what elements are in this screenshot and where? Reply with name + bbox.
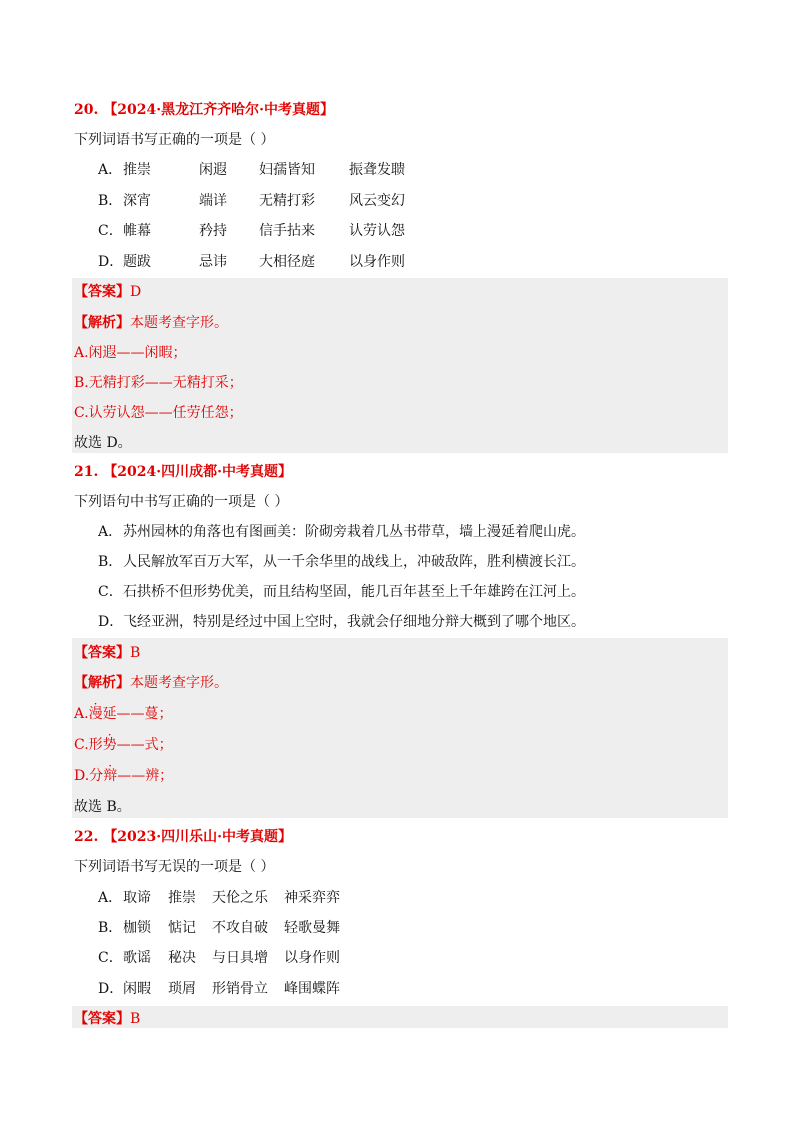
q21-analysis-line: C.形势——式；	[74, 737, 173, 753]
q20-number: 20.	[74, 102, 99, 118]
q20-answer: 【答案】D	[74, 284, 142, 300]
q20-answer-block	[72, 278, 728, 453]
q20-analysis-line: B.无精打彩——无精打采；	[74, 375, 243, 391]
q20-source: 【2024·黑龙江齐齐哈尔·中考真题】	[103, 102, 334, 118]
q21-analysis-line: D.分辩——辨；	[74, 768, 174, 784]
q20-analysis: 【解析】本题考查字形。	[74, 315, 228, 331]
q21-source: 【2024·四川成都·中考真题】	[103, 464, 292, 480]
q20-header	[74, 100, 334, 120]
q22-source: 【2023·四川乐山·中考真题】	[103, 829, 292, 845]
q21-header	[74, 462, 292, 482]
q20-analysis-line: A.闲遐——闲暇；	[74, 345, 187, 361]
q21-analysis: 【解析】本题考查字形。	[74, 675, 228, 691]
q22-header	[74, 827, 292, 847]
q21-analysis-line: A.漫延——蔓；	[74, 706, 173, 722]
q22-answer-block	[72, 1006, 728, 1028]
q22-answer: 【答案】B	[74, 1011, 141, 1027]
q21-stem: 下列语句中书写正确的一项是（ ）	[74, 494, 289, 510]
q20-stem: 下列词语书写正确的一项是（ ）	[74, 132, 275, 148]
document-page: 20. 【2024·黑龙江齐齐哈尔·中考真题】 下列词语书写正确的一项是（ ） A． 推崇 闲遐 妇孺皆知 振聋发聩 B． 深宵 端详 无精打彩 风云变幻 C． 帷幕 矜持 信手拈来 认劳认怨 D． 题跋 忌讳 大相径庭 以身作则 【答案】D 【解析】本题考查字形。 A.闲遐——闲暇； B.无精打彩——无精打采； C.认劳认怨——任劳任怨； 故选 D。 21. 【2024·四川成都·中考真题】 下列语句中书写正确的一项是（ ） A． 苏州园林的角落也有图画美：阶砌旁栽着几丛书带草，墙上漫延着爬山虎。 B． 人民解放军百万大军，从一千余华里的战线上，冲破敌阵，胜利横渡长江。 C． 石拱桥不但形势优美，而且结构坚固，能几百年甚至上千年雄跨在江河上。 D． 飞经亚洲，特别是经过中国上空时，我就会仔细地分辩大概到了哪个地区。 【答案】B 【解析】本题考查字形。 A.漫延——蔓； C.形势——式； D.分辩——辨； 故选 B。 22. 【2023·四川乐山·中考真题】 下列词语书写无误的一项是（ ） A． 取谛 推崇 天伦之乐 神采弈弈 B． 枷锁 惦记 不攻自破 轻歌曼舞 C． 歌谣 秘决 与日具增 以身作则 D． 闲暇 琐屑 形销骨立 峰围蝶阵 【答案】B	[0, 0, 800, 1132]
q22-number: 22.	[74, 829, 99, 845]
q21-answer-block	[72, 638, 728, 818]
q21-number: 21.	[74, 464, 99, 480]
q20-analysis-line: C.认劳认怨——任劳任怨；	[74, 405, 243, 421]
q21-conclusion: 故选 B。	[74, 799, 131, 815]
q20-conclusion: 故选 D。	[74, 435, 132, 451]
q21-answer: 【答案】B	[74, 645, 141, 661]
q22-stem: 下列词语书写无误的一项是（ ）	[74, 859, 275, 875]
